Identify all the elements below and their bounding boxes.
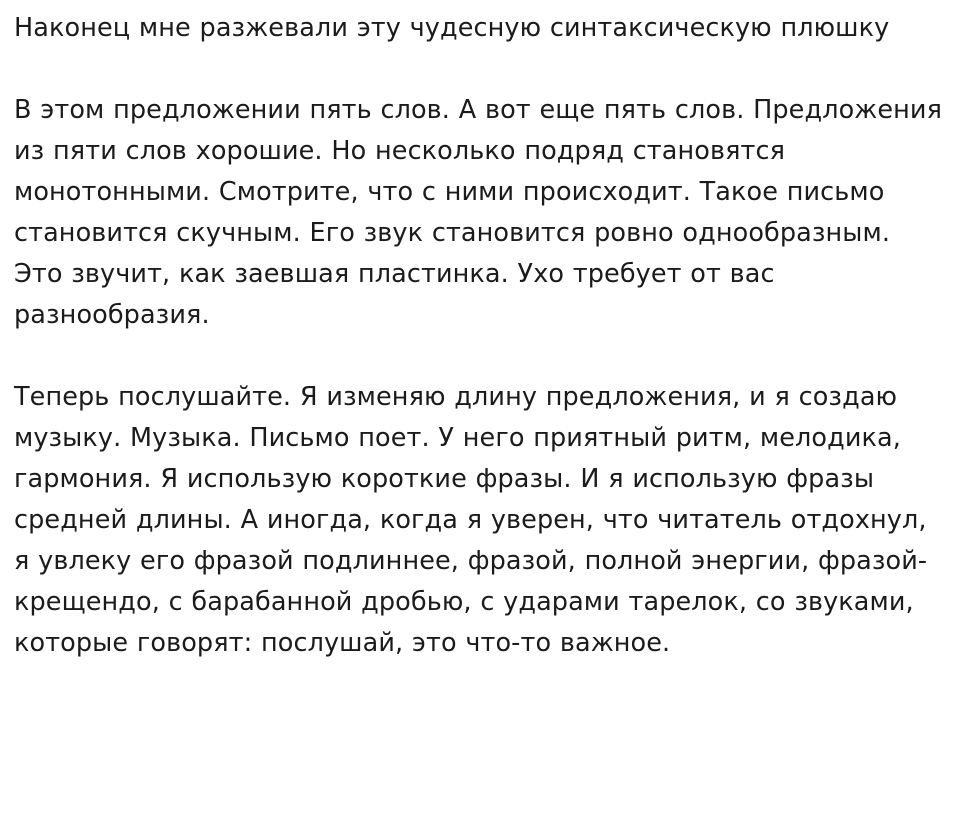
paragraph-body-2: Теперь послушайте. Я изменяю длину предложения, и я создаю музыку. Музыка. Письмо поет. У него приятный ритм, мелодика, гармония. Я использую короткие фразы. И я использую фразы средней длины. А иногда, когда я уверен, что читатель отдохнул, я увлеку его фразой подлиннее, фразой, полной энергии, фразой-крещендо, с барабанной дробью, с ударами тарелок, со звуками, которые говорят: послушай, это что-то важное. [14, 382, 928, 658]
paragraph-intro: Наконец мне разжевали эту чудесную синтаксическую плюшку [14, 13, 890, 43]
paragraph-body-1: В этом предложении пять слов. А вот еще пять слов. Предложения из пяти слов хорошие. Но несколько подряд становятся монотонными. Смотрите, что с ними происходит. Такое письмо становится скучным. Его звук становится ровно однообразным. Это звучит, как заевшая пластинка. Ухо требует от вас разнообразия. [14, 95, 943, 330]
